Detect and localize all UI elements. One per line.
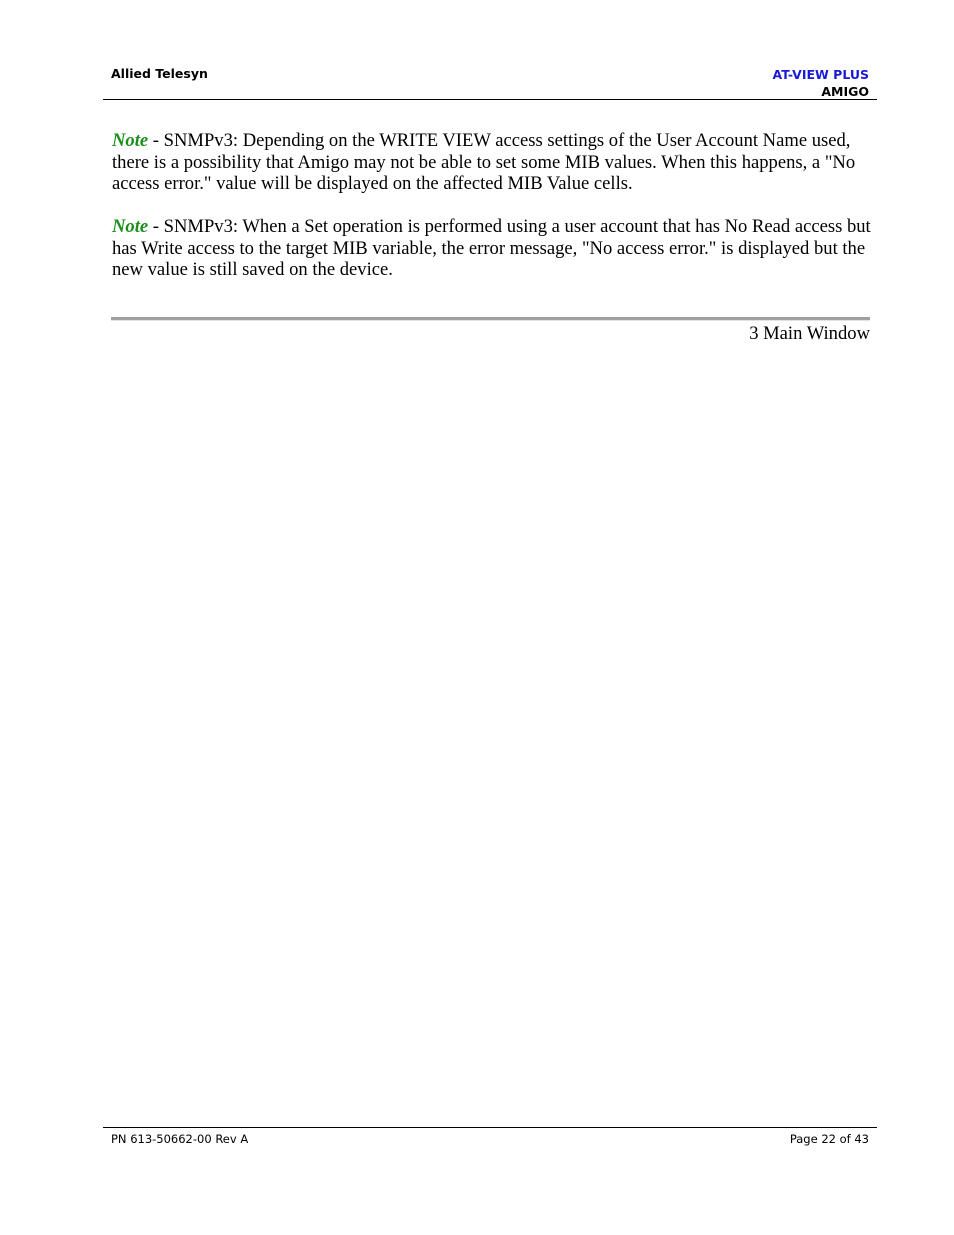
section-title: 3 Main Window — [749, 323, 870, 344]
header-product-block — [772, 66, 869, 100]
note-label: Note — [112, 130, 149, 151]
header-subproduct: AMIGO — [821, 84, 869, 99]
note-text: - SNMPv3: Depending on the WRITE VIEW access settings of the User Account Name used, there is a possibility that Amigo may not be able to set some MIB values. When this happens, a "No access error." value will be displayed on the affected MIB Value cells. — [112, 130, 856, 194]
footer-page-number: Page 22 of 43 — [789, 1132, 869, 1146]
section-divider — [111, 317, 870, 321]
header-divider — [103, 99, 877, 100]
note-paragraph — [112, 216, 872, 281]
footer-divider — [103, 1127, 877, 1128]
header-product: AT-VIEW PLUS — [772, 67, 869, 82]
footer-part-number: PN 613-50662-00 Rev A — [111, 1132, 249, 1146]
header-company: Allied Telesyn — [111, 66, 208, 81]
note-label: Note — [112, 216, 149, 237]
note-text: - SNMPv3: When a Set operation is performed using a user account that has No Read access but has Write access to the target MIB variable, the error message, "No access error." is displayed but the new value is still saved on the device. — [112, 216, 871, 280]
note-paragraph — [112, 130, 872, 195]
